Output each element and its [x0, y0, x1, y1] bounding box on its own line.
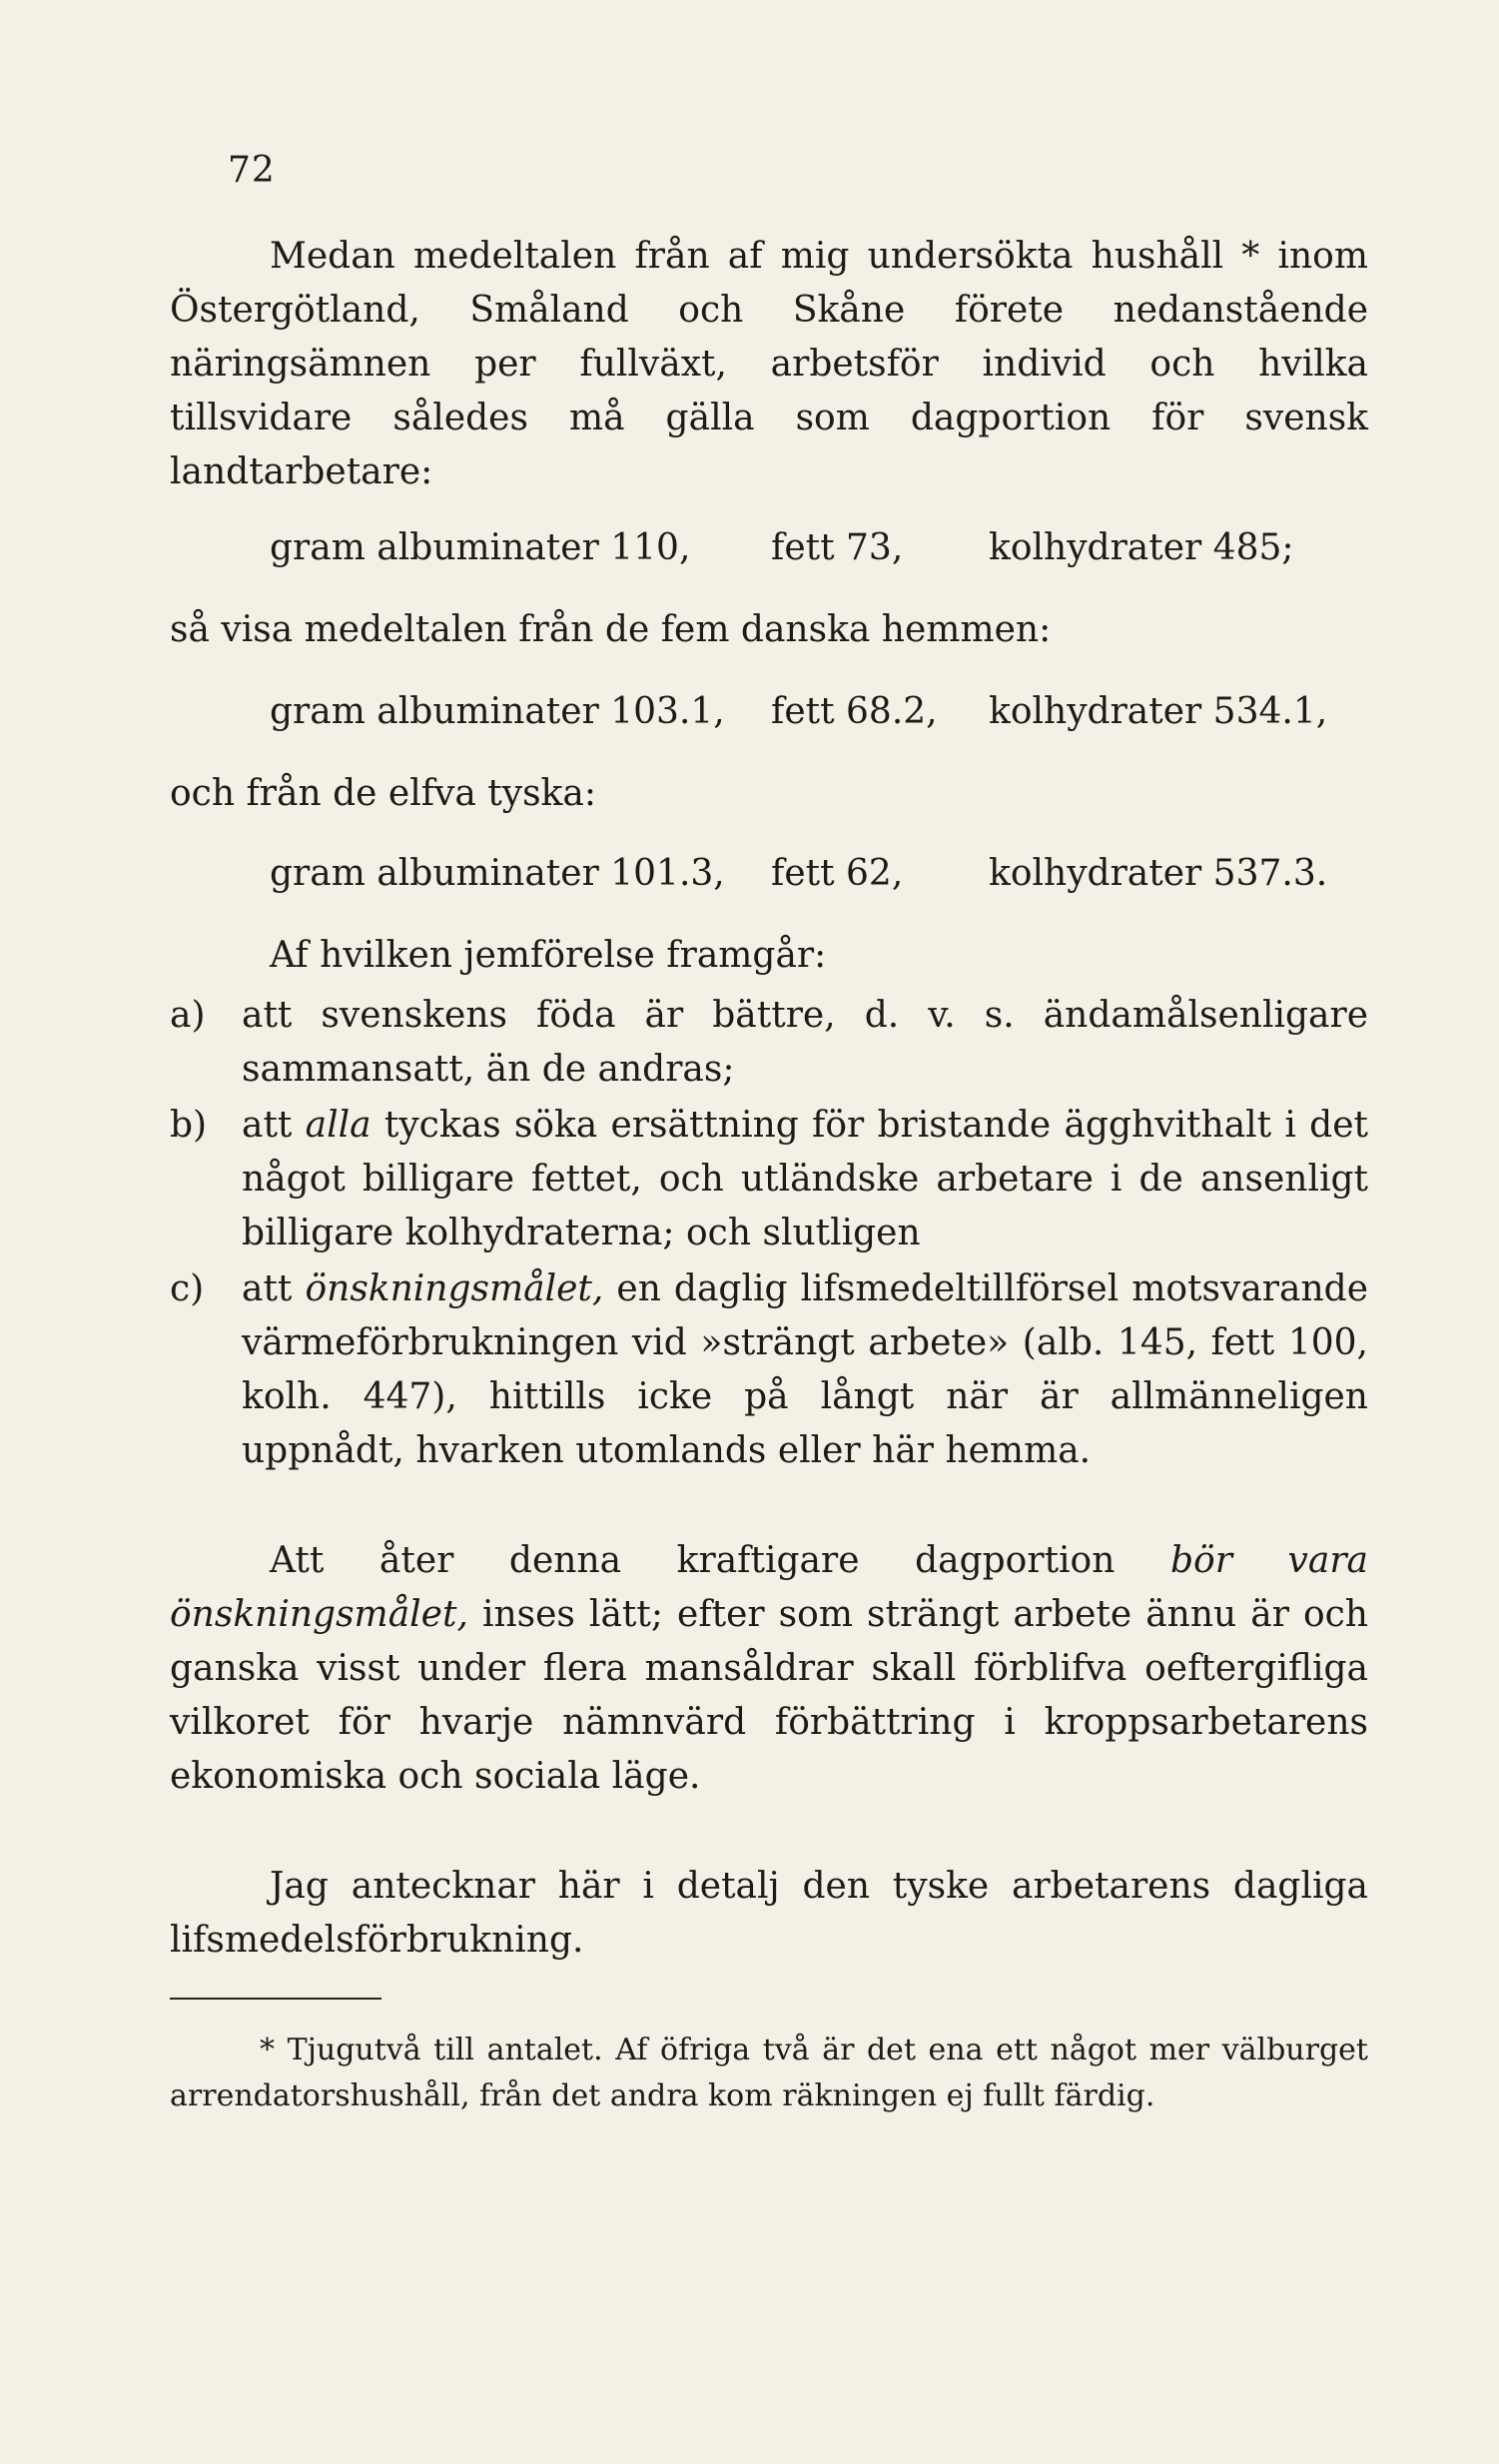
page-number: 72	[228, 150, 276, 191]
list-text-c-post: en daglig lifsmedeltillförsel motsvarande värmeförbrukningen vid »strängt arbete» (alb. 145, fett 100, kolh. 447), hittills icke på långt när är allmänneligen uppnådt, hvarken utomlands eller här hemma.	[242, 1268, 1369, 1471]
footnote-marker: *	[260, 2033, 275, 2067]
danish-intro: så visa medeltalen från de fem danska hemmen:	[170, 609, 1052, 650]
swedish-albuminater: gram albuminater 110,	[270, 527, 691, 568]
list-text-b-pre: att	[242, 1105, 293, 1146]
list-marker-b: b)	[170, 1105, 208, 1146]
intro-paragraph: Medan medeltalen från af mig undersökta hushåll * inom Östergötland, Småland och Skåne förete nedanstående näringsämnen per fullväxt, arbetsför individ och hvilka tillsvidare således må gälla som dagportion för svensk landtarbetare:	[170, 236, 1368, 492]
list-text-c-emphasis: önskningsmålet,	[305, 1268, 604, 1309]
list-item-a	[170, 989, 1368, 1097]
danish-fett: fett 68.2,	[771, 691, 938, 732]
footnote	[170, 2028, 1368, 2119]
list-text-b-post: tyckas söka ersättning för bristande ägghvithalt i det något billigare fettet, och utländske arbetare i de ansenligt billigare kolhydraterna; och slutligen	[242, 1105, 1368, 1253]
swedish-kolhydrater: kolhydrater 485;	[989, 527, 1294, 568]
paragraph-two-pre: Att åter denna kraftigare dagportion	[270, 1540, 1116, 1581]
list-text-a: att svenskens föda är bättre, d. v. s. ändamålsenligare sammansatt, än de andras;	[242, 995, 1368, 1090]
footnote-text: Tjugutvå till antalet. Af öfriga två är det ena ett något mer välburget arrendatorshushåll, från det andra kom räkningen ej fullt färdig.	[170, 2033, 1368, 2113]
comparison-intro: Af hvilken jemförelse framgår:	[270, 935, 827, 976]
list-item-b	[170, 1099, 1368, 1260]
german-kolhydrater: kolhydrater 537.3.	[989, 853, 1328, 894]
paragraph-three: Jag antecknar här i detalj den tyske arbetarens dagliga lifsmedelsförbrukning.	[170, 1866, 1368, 1961]
list-marker-a: a)	[170, 995, 206, 1036]
list-marker-c: c)	[170, 1268, 205, 1309]
paragraph-two-emphasis: bör vara önskningsmålet,	[170, 1540, 1368, 1635]
german-fett: fett 62,	[771, 853, 904, 894]
german-albuminater: gram albuminater 101.3,	[270, 853, 725, 894]
list-text-b-emphasis: alla	[305, 1105, 372, 1146]
paragraph-two	[170, 1534, 1368, 1804]
danish-albuminater: gram albuminater 103.1,	[270, 691, 725, 732]
swedish-fett: fett 73,	[771, 527, 904, 568]
footnote-divider	[170, 1998, 381, 2000]
list-text-c-pre: att	[242, 1268, 293, 1309]
list-item-c	[170, 1262, 1368, 1478]
danish-kolhydrater: kolhydrater 534.1,	[989, 691, 1328, 732]
paragraph-two-post: inses lätt; efter som strängt arbete ännu är och ganska visst under flera mansåldrar skall förblifva oeftergifliga vilkoret för hvarje nämnvärd förbättring i kroppsarbetarens ekonomiska och sociala läge.	[170, 1594, 1368, 1797]
german-intro: och från de elfva tyska:	[170, 773, 596, 814]
